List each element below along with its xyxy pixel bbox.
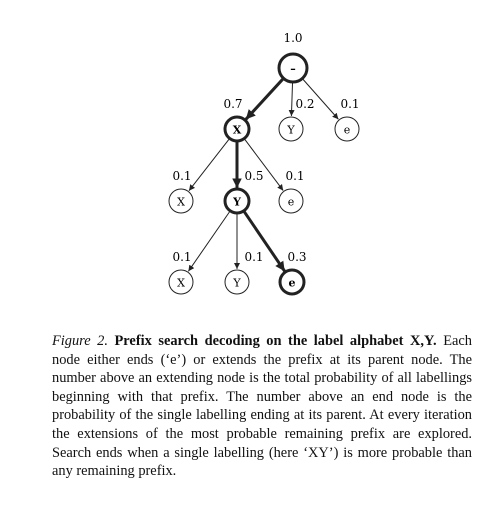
node-label: Y xyxy=(233,195,241,209)
tree-nodes xyxy=(169,31,360,294)
node-label: X xyxy=(232,123,242,137)
node-probability-label: 0.1 xyxy=(244,250,264,264)
node-label: e xyxy=(288,276,296,290)
node-probability-label: 0.7 xyxy=(223,97,243,111)
tree-node-e3 xyxy=(280,250,307,294)
tree-node-x1 xyxy=(223,97,249,141)
tree-edge-y2-x3 xyxy=(188,211,230,271)
node-probability-label: 0.1 xyxy=(172,250,192,264)
figure-caption xyxy=(52,332,472,481)
node-probability-label: 0.5 xyxy=(244,169,264,183)
tree-node-e2 xyxy=(279,169,305,213)
tree-node-root xyxy=(279,31,307,82)
tree-edge-root-x1 xyxy=(246,78,284,119)
node-probability-label: 0.1 xyxy=(285,169,305,183)
tree-edge-x1-x2 xyxy=(189,138,230,190)
node-probability-label: 0.3 xyxy=(287,250,307,264)
node-probability-label: 0.2 xyxy=(295,97,315,111)
node-label: – xyxy=(290,62,296,76)
tree-node-y1 xyxy=(279,97,315,141)
node-label: Y xyxy=(287,123,295,137)
tree-node-y3 xyxy=(225,250,264,294)
node-label: e xyxy=(343,123,351,137)
node-probability-label: 0.1 xyxy=(340,97,360,111)
tree-node-y2 xyxy=(225,169,264,213)
node-probability-label: 1.0 xyxy=(283,31,303,45)
tree-edge-root-y1 xyxy=(291,82,292,116)
node-label: Y xyxy=(233,276,241,290)
node-label: X xyxy=(177,195,185,209)
caption-body: Each node either ends (‘e’) or extends the prefix at its parent node. The number above an extending node is the total probability of all labellings beginning with that prefix. The number above an end node is the probability of the single labelling ending at its parent. At every iteration the extensions of the most probable remaining prefix are explored. Search ends when a single labelling (here ‘XY’) is more probable than any remaining prefix. xyxy=(52,333,472,480)
node-label: e xyxy=(287,195,295,209)
caption-figure-label: Figure 2. xyxy=(52,333,108,349)
node-probability-label: 0.1 xyxy=(172,169,192,183)
caption-lead: Prefix search decoding on the label alphabet X,Y. xyxy=(114,333,437,349)
node-label: X xyxy=(177,276,185,290)
tree-node-x3 xyxy=(169,250,193,294)
